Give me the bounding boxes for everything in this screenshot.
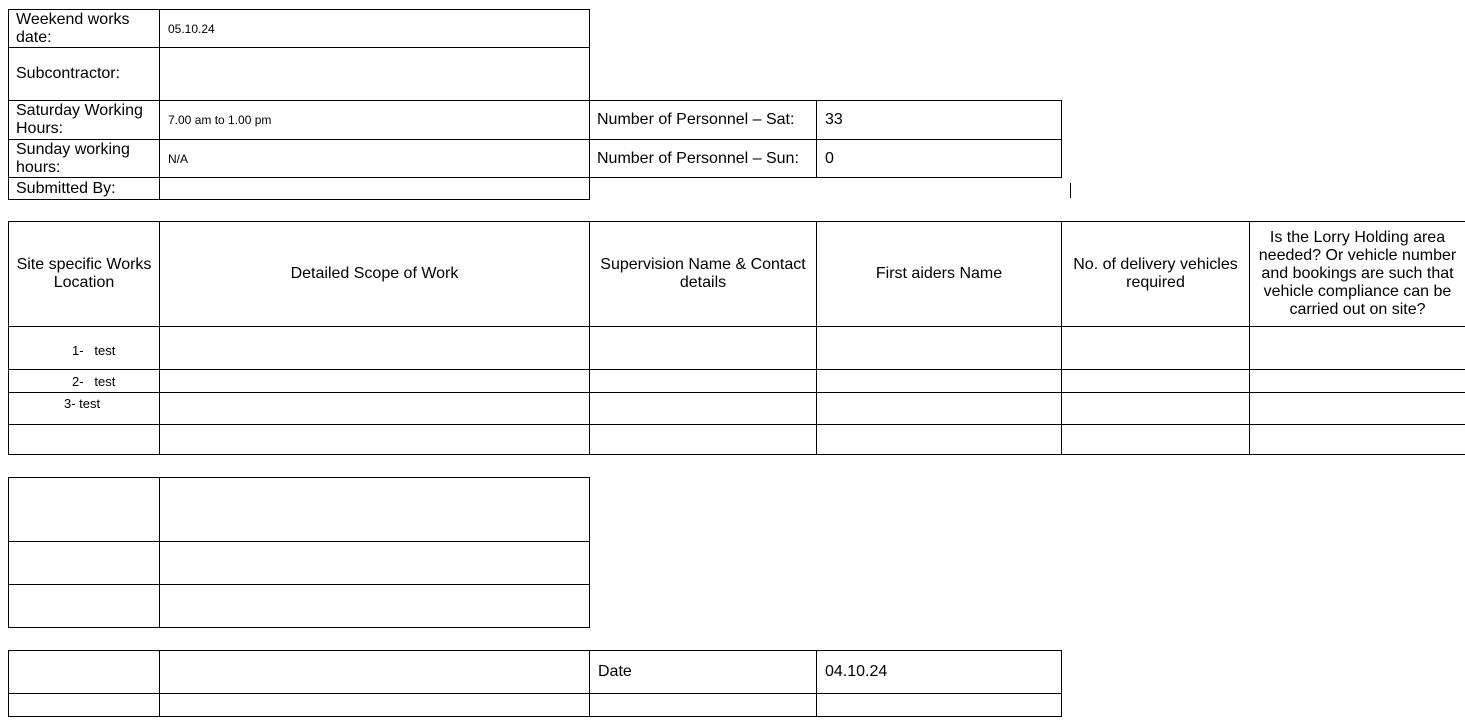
row-lorry-cell[interactable]	[1249, 326, 1465, 370]
blank-table-cell[interactable]	[159, 584, 590, 628]
row-supervision-cell[interactable]	[589, 369, 817, 393]
weekend-date-label: Weekend works date:	[8, 9, 160, 48]
blank-table-cell[interactable]	[8, 541, 160, 585]
row-first-aiders-cell[interactable]	[816, 326, 1062, 370]
signoff-cell[interactable]	[589, 693, 817, 717]
row-delivery-cell[interactable]	[1061, 326, 1250, 370]
row-lorry-cell[interactable]	[1249, 369, 1465, 393]
row-location[interactable]: 1- test	[8, 326, 160, 370]
row-supervision-cell[interactable]	[589, 326, 817, 370]
row-scope-cell[interactable]	[159, 369, 590, 393]
saturday-hours-label: Saturday Working Hours:	[8, 100, 160, 140]
row-scope-cell[interactable]	[159, 424, 590, 455]
row-scope-cell[interactable]	[159, 326, 590, 370]
col-header-lorry-holding: Is the Lorry Holding area needed? Or vehicle number and bookings are such that vehicle compliance can be carried out on site?	[1249, 221, 1465, 327]
saturday-hours-value[interactable]: 7.00 am to 1.00 pm	[159, 100, 590, 140]
row-location[interactable]: 3- test	[8, 392, 160, 425]
col-header-scope: Detailed Scope of Work	[159, 221, 590, 327]
blank-table-cell[interactable]	[8, 477, 160, 542]
submitted-by-label: Submitted By:	[8, 177, 160, 200]
row-first-aiders-cell[interactable]	[816, 369, 1062, 393]
personnel-sun-value[interactable]: 0	[816, 139, 1062, 178]
signoff-cell[interactable]	[8, 650, 160, 694]
col-header-delivery-vehicles: No. of delivery vehicles required	[1061, 221, 1250, 327]
subcontractor-label: Subcontractor:	[8, 47, 160, 101]
personnel-sat-label: Number of Personnel – Sat:	[589, 100, 817, 140]
row-delivery-cell[interactable]	[1061, 369, 1250, 393]
row-scope-cell[interactable]	[159, 392, 590, 425]
col-header-supervision: Supervision Name & Contact details	[589, 221, 817, 327]
sunday-hours-value[interactable]: N/A	[159, 139, 590, 178]
blank-table-cell[interactable]	[159, 541, 590, 585]
row-location[interactable]: 2- test	[8, 369, 160, 393]
col-header-location: Site specific Works Location	[8, 221, 160, 327]
signoff-cell[interactable]	[159, 693, 590, 717]
signoff-date-value[interactable]: 04.10.24	[816, 650, 1062, 694]
row-supervision-cell[interactable]	[589, 392, 817, 425]
sunday-hours-label: Sunday working hours:	[8, 139, 160, 178]
col-header-first-aiders: First aiders Name	[816, 221, 1062, 327]
personnel-sun-label: Number of Personnel – Sun:	[589, 139, 817, 178]
subcontractor-value[interactable]	[159, 47, 590, 101]
signoff-cell[interactable]	[8, 693, 160, 717]
weekend-date-value[interactable]: 05.10.24	[159, 9, 590, 48]
row-delivery-cell[interactable]	[1061, 392, 1250, 425]
blank-table-cell[interactable]	[8, 584, 160, 628]
signoff-cell[interactable]	[159, 650, 590, 694]
row-delivery-cell[interactable]	[1061, 424, 1250, 455]
row-supervision-cell[interactable]	[589, 424, 817, 455]
row-lorry-cell[interactable]	[1249, 392, 1465, 425]
row-first-aiders-cell[interactable]	[816, 424, 1062, 455]
signoff-date-label: Date	[589, 650, 817, 694]
row-location[interactable]	[8, 424, 160, 455]
row-first-aiders-cell[interactable]	[816, 392, 1062, 425]
signoff-cell[interactable]	[816, 693, 1062, 717]
blank-table-cell[interactable]	[159, 477, 590, 542]
text-cursor	[1070, 183, 1071, 198]
personnel-sat-value[interactable]: 33	[816, 100, 1062, 140]
submitted-by-value[interactable]	[159, 177, 590, 200]
row-lorry-cell[interactable]	[1249, 424, 1465, 455]
